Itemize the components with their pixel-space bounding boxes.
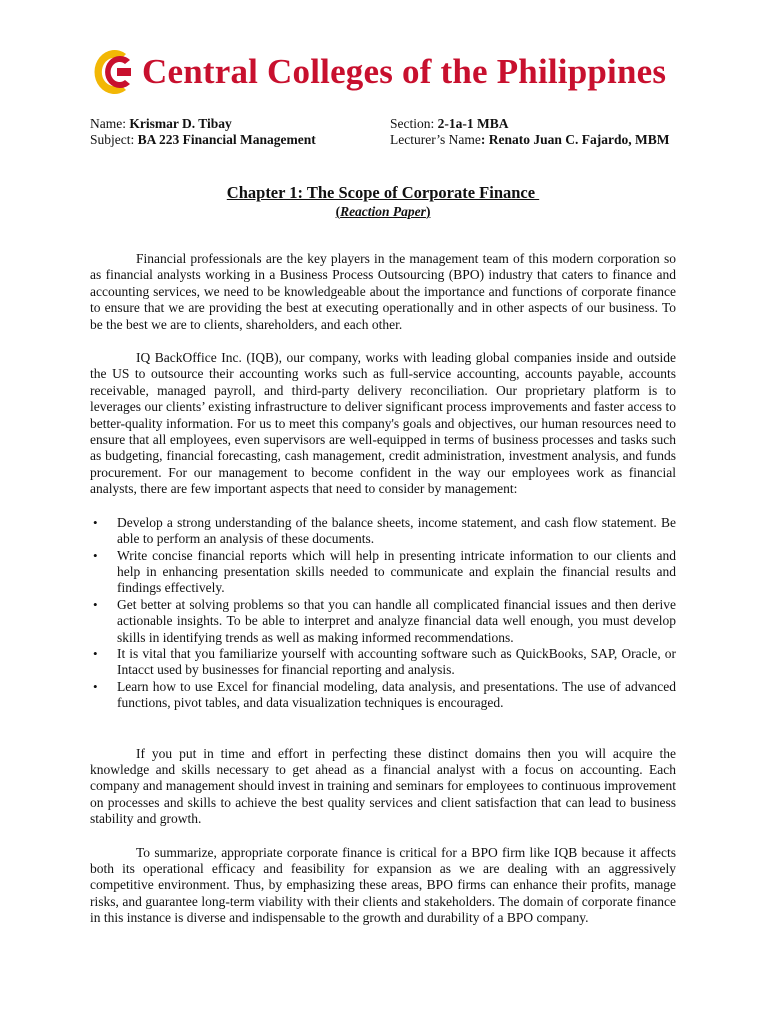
document-body	[90, 251, 676, 944]
paragraph-summary: To summarize, appropriate corporate finance is critical for a BPO firm like IQB because it affects both its operational efficacy and feasibility for expansion as we are dealing with an aggressively competitive environment. Thus, by emphasizing these areas, BPO firms can enhance their profits, manage risks, and guarantee long-term viability with their clients and stakeholders. The domain of corporate finance in this instance is diverse and indispensable to the growth and durability of a BPO company.	[90, 844, 676, 926]
paragraph-conclusion: If you put in time and effort in perfecting these distinct domains then you will acquire the knowledge and skills necessary to get ahead as a financial analyst with a focus on accounting. Each company and management should invest in training and seminars for employees to continuous improvement on processes and skills to achieve the best quality services and client satisfaction that can lead to business stability and growth.	[90, 745, 676, 827]
list-item: • Develop a strong understanding of the balance sheets, income statement, and cash flow statement. Be able to perform an analysis of these documents.	[93, 514, 676, 547]
ccp-logo-icon	[90, 46, 136, 98]
paragraph-intro: Financial professionals are the key players in the management team of this modern corporation so as financial analysts working in a Business Process Outsourcing (BPO) industry that caters to finance and accounting services, we need to be knowledgeable about the importance and functions of corporate finance to ensure that we are providing the best at executing operationally and in other aspects of our business. To be the best we are to clients, shareholders, and each other.	[90, 251, 676, 332]
list-item: • Learn how to use Excel for financial modeling, data analysis, and presentations. The use of advanced functions, pivot tables, and data visualization techniques is encouraged.	[93, 678, 676, 711]
bullet-icon: •	[93, 596, 98, 612]
bullet-icon: •	[93, 547, 98, 563]
name-field: Name: Krismar D. Tibay	[90, 116, 232, 131]
subject-field: Subject: BA 223 Financial Management	[90, 132, 316, 147]
bullet-icon: •	[93, 645, 98, 661]
list-item: • Get better at solving problems so that you can handle all complicated financial issues and then derive actionable insights. To be able to interpret and analyze financial data well enough, you must develop skills in identifying trends as well as making informed recommendations.	[93, 596, 676, 645]
aspects-list	[90, 515, 676, 712]
college-name: Central Colleges of the Philippines	[142, 52, 667, 91]
document-header	[90, 46, 666, 98]
paragraph-company: IQ BackOffice Inc. (IQB), our company, works with leading global companies inside and outside the US to outsource their accounting works such as full-service accounting, accounts payable, accounts receivable, managed payroll, and third-party delivery reconciliation. Our proprietary platform is to leverages our clients’ existing infrastructure to deliver significant process improvements and faster access to better-quality information. For us to meet this company's goals and objectives, our human resources need to ensure that all employees, even supervisors are well-equipped in terms of business processes and tasks such as budgeting, financial forecasting, cash management, credit administration, investment analysis, and funds procurement. For our management to become confident in the way our employees work as financial analysts, there are few important aspects that need to consider by management:	[90, 350, 676, 497]
lecturer-field: Lecturer’s Name: Renato Juan C. Fajardo, MBM	[390, 132, 670, 147]
student-info	[90, 116, 676, 148]
section-field: Section: 2-1a-1 MBA	[390, 116, 509, 131]
list-item: • It is vital that you familiarize yourself with accounting software such as QuickBooks, SAP, Oracle, or Intacct used by businesses for financial reporting and analysis.	[93, 645, 676, 678]
bullet-icon: •	[93, 678, 98, 694]
bullet-icon: •	[93, 514, 98, 530]
chapter-title: Chapter 1: The Scope of Corporate Finance	[226, 183, 540, 202]
title-block	[90, 183, 676, 220]
list-item: • Write concise financial reports which will help in presenting intricate information to our clients and help in enhancing presentation skills needed to communicate and explain the financial results and findings effectively.	[93, 547, 676, 596]
paper-subtitle: (Reaction Paper)	[335, 204, 431, 219]
